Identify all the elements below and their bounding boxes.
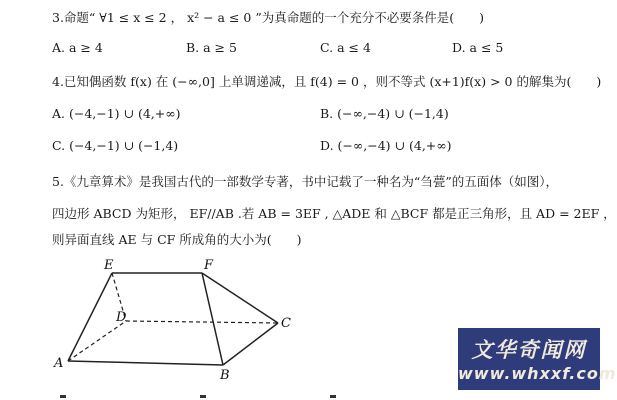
edge-ad-hidden (68, 321, 126, 361)
edge-dc-hidden (126, 321, 278, 323)
pentahedron-figure (40, 255, 330, 385)
edge-ea (68, 273, 112, 361)
label-a: A (54, 356, 64, 371)
edge-bc (223, 323, 278, 365)
label-f: F (204, 258, 214, 273)
label-b: B (220, 368, 230, 383)
q3-option-a: A. a ≥ 4 (52, 40, 103, 55)
q3-option-b: B. a ≥ 5 (186, 40, 237, 55)
q3-stem: 3.命题“ ∀1 ≤ x ≤ 2 ， x² − a ≤ 0 ”为真命题的一个充分不必要条件是( ) (52, 10, 485, 25)
q5-line-3: 则异面直线 AE 与 CF 所成角的大小为( ) (52, 232, 302, 247)
q4-option-d: D. (−∞,−4) ∪ (4,+∞) (320, 138, 452, 153)
edge-fc (202, 273, 278, 323)
watermark-title: 文华奇闻网 (471, 338, 587, 362)
label-d: D (116, 310, 127, 325)
q3-option-d: D. a ≤ 5 (452, 40, 504, 55)
watermark-url: www.whxxf.com (458, 364, 617, 383)
watermark-banner (458, 328, 617, 390)
edge-fb (202, 273, 223, 365)
edge-ab (68, 361, 223, 365)
q4-option-b: B. (−∞,−4) ∪ (−1,4) (320, 106, 449, 121)
q4-option-a: A. (−4,−1) ∪ (4,+∞) (52, 106, 181, 121)
q4-option-c: C. (−4,−1) ∪ (−1,4) (52, 138, 179, 153)
q5-line-2: 四边形 ABCD 为矩形， EF//AB .若 AB = 3EF , △ADE 和 △BCF 都是正三角形，且 AD = 2EF ， (52, 206, 616, 221)
label-e: E (104, 258, 114, 273)
q4-stem: 4.已知偶函数 f(x) 在 (−∞,0] 上单调递减，且 f(4) = 0 ，则不等式 (x+1)f(x) > 0 的解集为( ) (52, 74, 602, 89)
cropped-mark (60, 395, 66, 398)
q3-option-c: C. a ≤ 4 (320, 40, 371, 55)
cropped-mark (330, 395, 336, 398)
cropped-mark (200, 395, 206, 398)
label-c: C (281, 316, 291, 331)
q5-line-1: 5.《九章算术》是我国古代的一部数学专著，书中记载了一种名为“刍甍”的五面体（如图）， (52, 174, 558, 189)
